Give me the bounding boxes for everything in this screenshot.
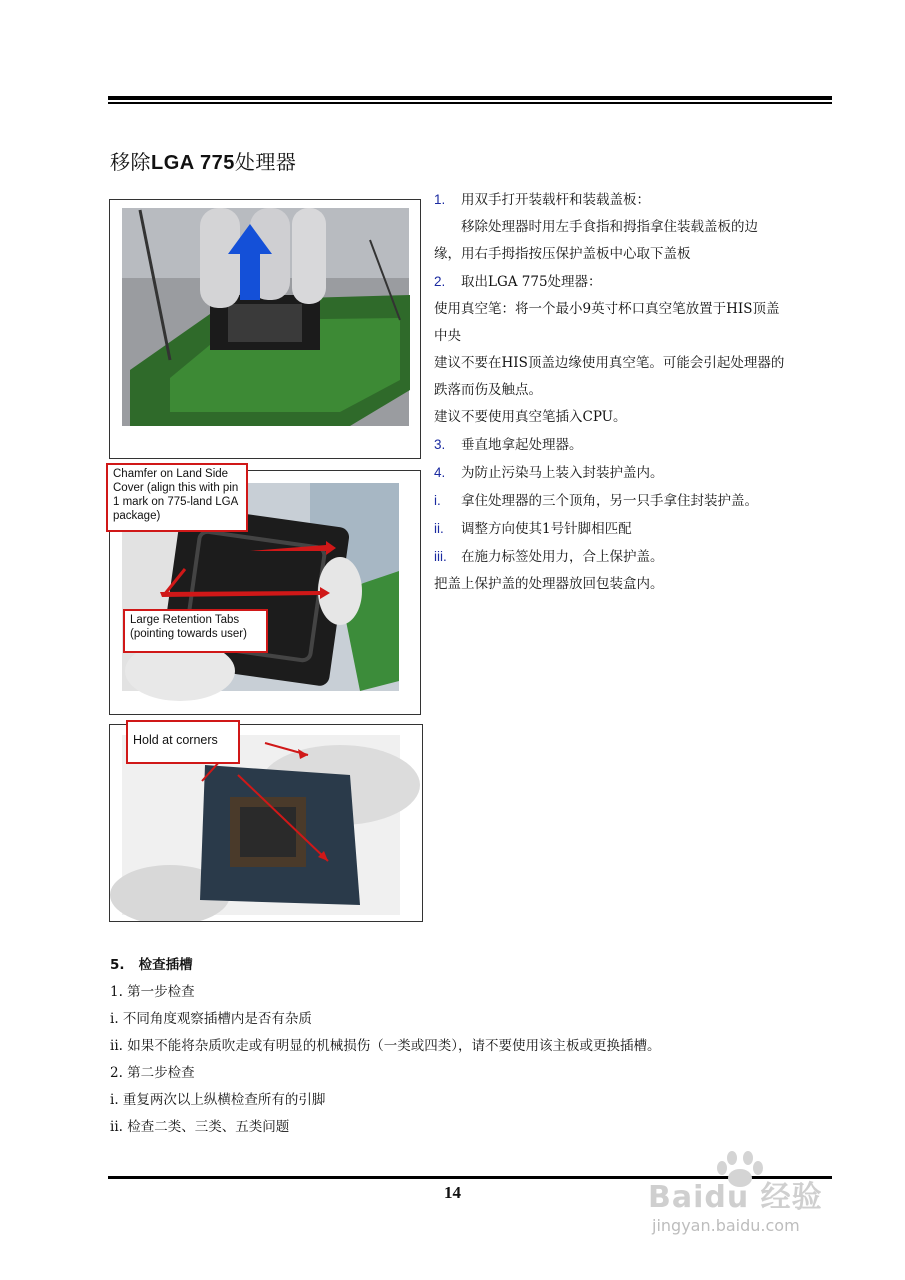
removal-steps [434, 186, 834, 598]
inspect-line: 1. 第一步检查 [110, 984, 195, 1000]
header-rule-thick [108, 96, 832, 100]
callout-chamfer: Chamfer on Land Side Cover (align this with pin 1 mark on 775-land LGA package) [106, 463, 248, 532]
step-line: 建议不要使用真空笔插入CPU。 [434, 409, 627, 425]
step-line: 建议不要在HIS顶盖边缘使用真空笔。可能会引起处理器的 [434, 355, 785, 371]
inspect-line: ii. 如果不能将杂质吹走或有明显的机械损伤（一类或四类），请不要使用该主板或更换插槽。 [110, 1038, 661, 1054]
step-line: 移除处理器时用左手食指和拇指拿住装载盖板的边 [434, 219, 758, 235]
step-line: i. 拿住处理器的三个顶角，另一只手拿住封装护盖。 [434, 493, 758, 509]
callout-retention-tabs: Large Retention Tabs (pointing towards user) [123, 609, 268, 653]
watermark-url: jingyan.baidu.com [652, 1216, 800, 1235]
inspect-line: ii. 检查二类、三类、五类问题 [110, 1119, 290, 1135]
step-line: 把盖上保护盖的处理器放回包装盒内。 [434, 576, 664, 592]
figure-open-load-plate [109, 199, 421, 459]
inspect-socket-section [110, 952, 850, 1141]
inspect-line: 2. 第二步检查 [110, 1065, 195, 1081]
inspect-line: i. 不同角度观察插槽内是否有杂质 [110, 1011, 312, 1027]
step-line: 2. 取出LGA 775处理器： [434, 274, 602, 290]
step-line: 1. 用双手打开装载杆和装载盖板： [434, 192, 650, 208]
step-line: 使用真空笔：将一个最小9英寸杯口真空笔放置于HIS顶盖 [434, 301, 780, 317]
step-line: iii. 在施力标签处用力，合上保护盖。 [434, 549, 664, 565]
inspect-line: i. 重复两次以上纵横检查所有的引脚 [110, 1092, 326, 1108]
baidu-watermark [640, 1150, 880, 1250]
photo-socket-open [110, 200, 420, 458]
watermark-brand: Baidu 经验 [648, 1180, 823, 1215]
step-line: 3. 垂直地拿起处理器。 [434, 437, 583, 453]
header-rule-thin [108, 102, 832, 104]
section-heading: 5. 检查插槽 [110, 957, 193, 973]
page-title: 移除LGA 775处理器 [110, 150, 297, 174]
step-line: 跌落而伤及触点。 [434, 382, 542, 398]
step-line: 缘，用右手拇指按压保护盖板中心取下盖板 [434, 246, 691, 262]
callout-hold-corners: Hold at corners [126, 720, 240, 764]
page-number: 14 [444, 1183, 461, 1202]
step-line: 中央 [434, 328, 461, 344]
step-line: ii. 调整方向使其1号针脚相匹配 [434, 521, 632, 537]
step-line: 4. 为防止污染马上装入封装护盖内。 [434, 465, 664, 481]
